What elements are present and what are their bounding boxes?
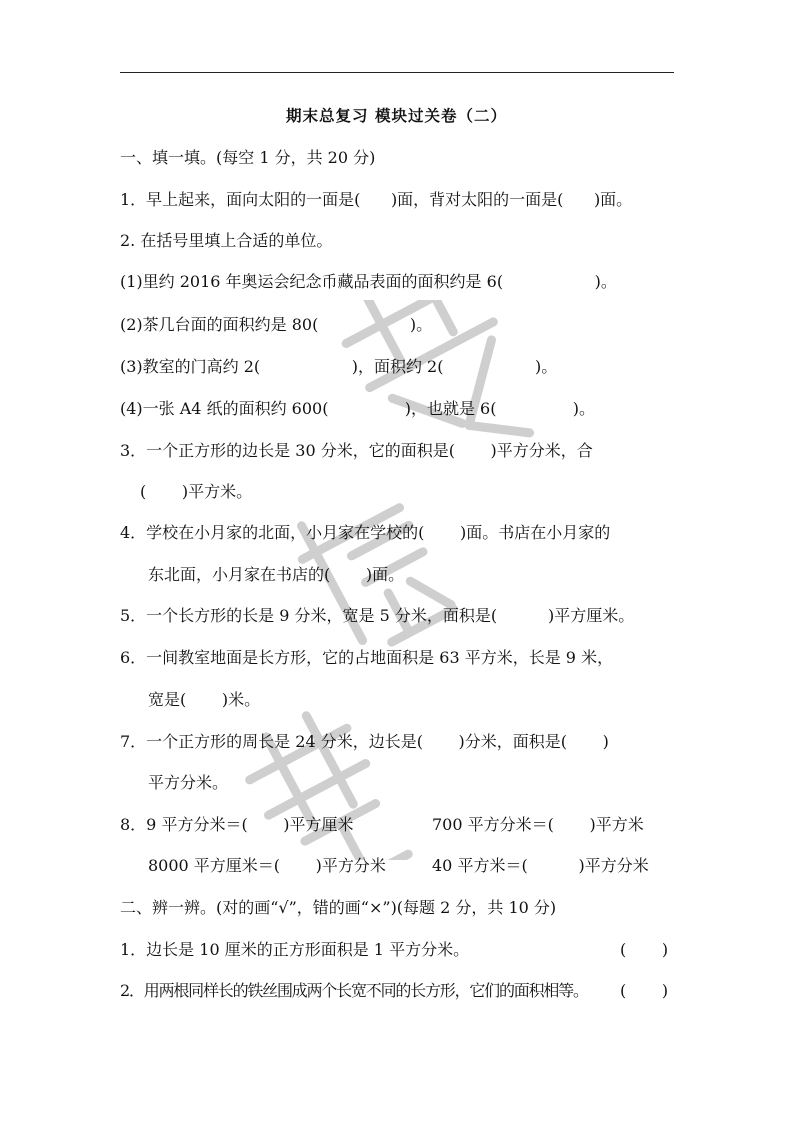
question-8-item-4: 40 平方米＝( )平方分米 — [432, 856, 649, 875]
question-6-line-2: 宽是( )米。 — [148, 690, 261, 709]
question-8-item-1: 8．9 平方分米＝( )平方厘米 — [120, 815, 354, 834]
judge-2: 2．用两根同样长的铁丝围成两个长宽不同的长方形，它们的面积相等。 — [120, 981, 588, 1000]
question-3-line-1: 3．一个正方形的边长是 30 分米，它的面积是( )平方分米，合 — [120, 441, 593, 460]
section-1-heading: 一、填一填。(每空 1 分，共 20 分) — [120, 148, 376, 167]
question-7-line-1: 7．一个正方形的周长是 24 分米，边长是( )分米，面积是( ) — [120, 732, 609, 751]
judge-1: 1．边长是 10 厘米的正方形面积是 1 平方分米。 — [120, 940, 470, 959]
judge-1-answer-blank: ( ) — [620, 940, 669, 959]
question-8-item-3: 8000 平方厘米＝( )平方分米 — [148, 856, 386, 875]
question-7-line-2: 平方分米。 — [148, 773, 229, 792]
judge-2-answer-blank: ( ) — [620, 981, 669, 1000]
question-1: 1．早上起来，面向太阳的一面是( )面，背对太阳的一面是( )面。 — [120, 190, 633, 209]
page-title: 期末总复习 模块过关卷（二） — [286, 106, 507, 125]
question-2: 2. 在括号里填上合适的单位。 — [120, 231, 333, 250]
question-2-1: (1)里约 2016 年奥运会纪念币藏品表面的面积约是 6( )。 — [120, 272, 617, 291]
question-2-4: (4)一张 A4 纸的面积约 600( )，也就是 6( )。 — [120, 399, 596, 418]
question-2-3: (3)教室的门高约 2( )，面积约 2( )。 — [120, 357, 558, 376]
question-2-2: (2)茶几台面的面积约是 80( )。 — [120, 315, 433, 334]
question-6-line-1: 6．一间教室地面是长方形，它的占地面积是 63 平方米，长是 9 米， — [120, 648, 614, 667]
question-5: 5．一个长方形的长是 9 分米，宽是 5 分米，面积是( )平方厘米。 — [120, 606, 635, 625]
question-4-line-2: 东北面，小月家在书店的( )面。 — [148, 565, 405, 584]
header-rule — [120, 72, 674, 73]
question-4-line-1: 4．学校在小月家的北面，小月家在学校的( )面。书店在小月家的 — [120, 523, 611, 542]
question-3-line-2: ( )平方米。 — [140, 482, 253, 501]
question-8-item-2: 700 平方分米＝( )平方米 — [432, 815, 644, 834]
section-2-heading: 二、辨一辨。(对的画“√”，错的画“×”)(每题 2 分，共 10 分) — [120, 898, 557, 917]
